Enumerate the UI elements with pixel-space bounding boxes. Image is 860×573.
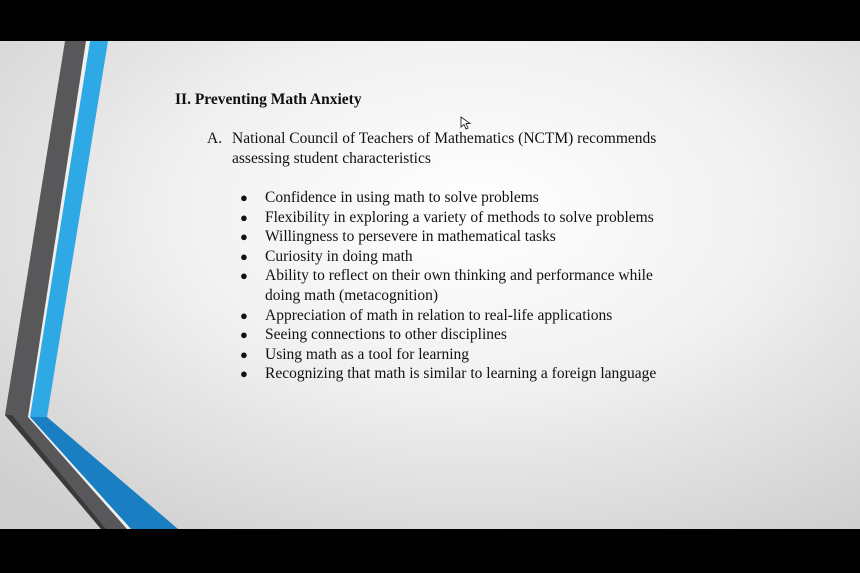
mouse-cursor-icon bbox=[460, 116, 472, 132]
bullet-icon: ● bbox=[240, 346, 248, 362]
list-item: ● Curiosity in doing math bbox=[240, 247, 413, 265]
list-item: ● Appreciation of math in relation to real-life applications bbox=[240, 306, 613, 324]
list-item: ● Willingness to persevere in mathematical tasks bbox=[240, 228, 556, 246]
outline-text: National Council of Teachers of Mathematics (NCTM) recommends assessing student characteristics bbox=[232, 130, 657, 167]
slide-heading: II. Preventing Math Anxiety bbox=[175, 91, 362, 108]
outline-marker: A. bbox=[207, 130, 223, 147]
list-item: ● Confidence in using math to solve problems bbox=[240, 189, 539, 206]
bullet-icon: ● bbox=[240, 327, 248, 343]
list-item: ● Ability to reflect on their own thinking and performance while doing math (metacognition) bbox=[240, 267, 653, 304]
bullet-icon: ● bbox=[240, 248, 248, 264]
list-item: ● Flexibility in exploring a variety of methods to solve problems bbox=[240, 208, 654, 226]
bullet-icon: ● bbox=[240, 190, 248, 205]
presentation-slide bbox=[0, 41, 860, 529]
characteristics-list bbox=[240, 188, 690, 384]
list-item: ● Using math as a tool for learning bbox=[240, 345, 470, 363]
bullet-icon: ● bbox=[240, 268, 248, 284]
bullet-icon: ● bbox=[240, 366, 248, 382]
outline-point-a bbox=[207, 129, 697, 169]
list-item: ● Recognizing that math is similar to learning a foreign language bbox=[240, 365, 657, 383]
bullet-icon: ● bbox=[240, 229, 248, 245]
bullet-icon: ● bbox=[240, 307, 248, 323]
bullet-icon: ● bbox=[240, 209, 248, 225]
list-item: ● Seeing connections to other disciplines bbox=[240, 326, 507, 344]
